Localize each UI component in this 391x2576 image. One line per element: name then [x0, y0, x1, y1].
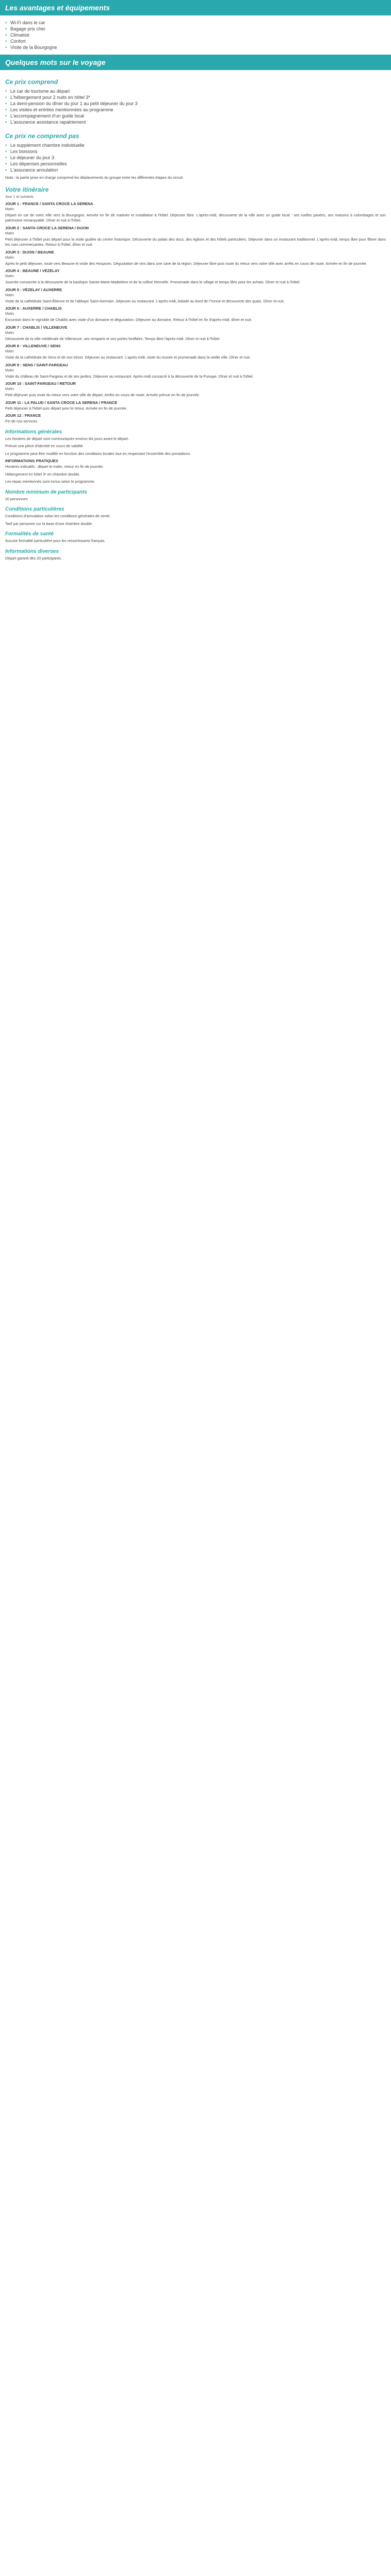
bullet-icon: • — [5, 113, 7, 118]
day-text: Découverte de la ville médiévale de Villeneuve, ses remparts et ses portes fortifiées. Temps libre l'après-midi. Dîner et nuit à l'hôtel. — [5, 336, 221, 341]
closing-days — [5, 400, 386, 425]
closing-title: JOUR 12 : FRANCE — [5, 413, 41, 418]
not-included-item-text: L'assurance annulation — [10, 167, 58, 173]
not-included-item — [5, 142, 386, 148]
info-paragraphs — [5, 436, 386, 457]
info-text: Les horaires de départ sont communiqués environ dix jours avant le départ. — [5, 436, 129, 441]
bullet-icon: • — [5, 107, 7, 112]
programme-item — [5, 88, 386, 94]
advantage-item-text: Climatisé — [10, 32, 30, 38]
programme-item-text: L'hébergement pour 2 nuits en hôtel 3* — [10, 95, 90, 100]
day-title: JOUR 8 : VILLENEUVE / SENS — [5, 344, 61, 348]
bullet-icon: • — [5, 155, 7, 160]
info-text: Prévoir une pièce d'identité en cours de validité. — [5, 444, 84, 448]
programme-list — [5, 87, 386, 127]
summary-nota: Nota : la partie prise en charge comprend les déplacements du groupe entre les différentes étapes du circuit. — [5, 175, 184, 180]
advantage-item-text: Visite de la Bourgogne — [10, 45, 57, 50]
advantages-title: Les avantages et équipements — [0, 0, 391, 15]
day-text: Visite de la cathédrale de Sens et de son trésor. Déjeuner au restaurant. L'après-midi, visite du musée et promenade dans la vieille ville. Dîner et nuit. — [5, 355, 251, 360]
day-text: Petit déjeuner à l'hôtel puis départ pour la visite guidée du centre historique. Découverte du palais des ducs, des églises et des hôtels particuliers. Déjeuner dans un restaurant traditionnel. L'après-midi, temps libre pour flâner dans les rues commerçantes. Retour à l'hôtel, dîner et nuit. — [5, 236, 386, 247]
programme-item — [5, 119, 386, 125]
bullet-icon: • — [5, 143, 7, 148]
programme-item — [5, 94, 386, 100]
bullet-icon: • — [5, 120, 7, 125]
formalities-heading: Formalités de santé — [5, 531, 54, 537]
day-subtitle: Matin — [5, 256, 14, 260]
day-title: JOUR 7 : CHABLIS / VILLENEUVE — [5, 325, 68, 330]
programme-item-text: L'accompagnement d'un guide local — [10, 113, 85, 118]
day-subtitle: Matin — [5, 293, 14, 297]
condition-text: Tarif par personne sur la base d'une chambre double. — [5, 521, 93, 526]
day-title: JOUR 9 : SENS / SAINT-FARGEAU — [5, 362, 68, 367]
day-text: Départ en car de votre ville vers la Bourgogne. Arrivée en fin de matinée et installation à l'hôtel. Déjeuner libre. L'après-midi, découverte de la ville avec un guide local : ses ruelles pavées, ses maisons à colombages et son patrimoine remarquable. Dîner et nuit à l'hôtel. — [5, 212, 386, 223]
day-title: JOUR 5 : VÉZELAY / AUXERRE — [5, 287, 62, 292]
bullet-icon: • — [5, 26, 7, 31]
bullet-icon: • — [5, 161, 7, 166]
info-text: Le programme peut être modifié en fonction des conditions locales tout en respectant l'ensemble des prestations. — [5, 451, 191, 456]
day-subtitle: Matin — [5, 350, 14, 353]
not-included-item-text: Les dépenses personnelles — [10, 161, 67, 166]
formalities-text: Aucune formalité particulière pour les ressortissants français. — [5, 538, 106, 543]
participants-value: 20 personnes — [5, 496, 28, 501]
not-included-item-text: Le supplément chambre individuelle — [10, 143, 85, 148]
practical-text: Hébergement en hôtel 3* en chambre double. — [5, 471, 80, 477]
participants-heading: Nombre minimum de participants — [5, 489, 87, 495]
day-title: JOUR 6 : AUXERRE / CHABLIS — [5, 306, 62, 311]
itinerary-subtitle: Jour 1 et suivants — [5, 195, 34, 199]
advantages-section — [0, 15, 391, 55]
programme-item-text: Les visites et entrées mentionnées au programme — [10, 107, 113, 112]
programme-item-text: L'assurance assistance rapatriement — [10, 120, 86, 125]
programme-item — [5, 100, 386, 107]
advantage-item — [5, 44, 386, 50]
itinerary-days — [5, 201, 386, 398]
not-included-heading: Ce prix ne comprend pas — [5, 132, 79, 140]
closing-title: JOUR 11 : LA PALUD / SANTA CROCE LA SERENA / FRANCE — [5, 400, 118, 405]
day-text: Journée consacrée à la découverte de la basilique Sainte-Marie-Madeleine et de la colline éternelle. Promenade dans le village et temps libre pour les achats. Dîner et nuit à l'hôtel. — [5, 280, 301, 284]
bullet-icon: • — [5, 149, 7, 154]
bullet-icon: • — [5, 167, 7, 173]
practical-text: Les repas mentionnés sont inclus selon le programme. — [5, 479, 95, 484]
day-title: JOUR 10 : SAINT-FARGEAU / RETOUR — [5, 381, 76, 386]
day-title: JOUR 1 : FRANCE / SANTA CROCE LA SERENA — [5, 201, 93, 206]
bullet-icon: • — [5, 20, 7, 25]
programme-heading: Ce prix comprend — [5, 78, 58, 86]
day-subtitle: Matin — [5, 231, 14, 235]
day-text: Excursion dans le vignoble de Chablis avec visite d'un domaine et dégustation. Déjeuner au domaine. Retour à l'hôtel en fin d'après-midi, dîner et nuit. — [5, 317, 252, 322]
advantage-item-text: Bagage prix cher — [10, 26, 46, 31]
conditions-heading: Conditions particulières — [5, 506, 64, 512]
closing-text: Fin de nos services. — [5, 419, 38, 423]
conditions-paragraphs — [5, 514, 386, 527]
day-subtitle: Matin — [5, 275, 14, 278]
day-title: JOUR 3 : DIJON / BEAUNE — [5, 249, 54, 255]
advantage-item-text: Confort — [10, 39, 26, 44]
summary-section — [0, 70, 391, 565]
day-title: JOUR 2 : SANTA CROCE LA SERENA / DIJON — [5, 225, 89, 230]
programme-item-text: Le car de tourisme au départ — [10, 89, 70, 94]
advantages-list — [5, 19, 386, 53]
programme-item — [5, 113, 386, 119]
bullet-icon: • — [5, 32, 7, 38]
closing-text: Petit déjeuner à l'hôtel puis départ pour le retour. Arrivée en fin de journée. — [5, 405, 127, 411]
practical-paragraphs — [5, 464, 386, 485]
extra-text: Départ garanti dès 20 participants. — [5, 555, 62, 561]
bullet-icon: • — [5, 45, 7, 50]
advantage-item — [5, 32, 386, 38]
day-text: Après le petit déjeuner, route vers Beaune et visite des Hospices. Dégustation de vins dans une cave de la région. Déjeuner libre puis route du retour vers votre ville avec arrêts en cours de route. Arrivée en fin de journée. — [5, 261, 367, 266]
summary-title: Quelques mots sur le voyage — [0, 55, 391, 70]
day-subtitle: Matin — [5, 387, 14, 391]
not-included-item-text: Le déjeuner du jour 3 — [10, 155, 55, 160]
advantage-item — [5, 26, 386, 32]
page — [0, 0, 391, 565]
bullet-icon: • — [5, 89, 7, 94]
not-included-item — [5, 148, 386, 155]
not-included-item — [5, 167, 386, 173]
extra-heading: Informations diverses — [5, 548, 59, 554]
day-subtitle: Matin — [5, 368, 14, 372]
info-heading: Informations générales — [5, 429, 62, 435]
day-text: Visite du château de Saint-Fargeau et de ses jardins. Déjeuner au restaurant. Après-midi consacré à la découverte de la Puisaye. Dîner et nuit à l'hôtel. — [5, 374, 254, 379]
day-subtitle: Matin — [5, 207, 14, 211]
practical-heading: INFORMATIONS PRATIQUES — [5, 459, 58, 463]
itinerary-heading: Votre itinéraire — [5, 185, 49, 193]
bullet-icon: • — [5, 95, 7, 100]
programme-item-text: La demi-pension du dîner du jour 1 au petit déjeuner du jour 3 — [10, 101, 138, 106]
not-included-list — [5, 141, 386, 175]
day-text: Petit déjeuner puis route du retour vers votre ville de départ. Arrêts en cours de route. Arrivée prévue en fin de journée. — [5, 393, 200, 397]
bullet-icon: • — [5, 39, 7, 44]
practical-text: Horaires indicatifs : départ le matin, retour en fin de journée. — [5, 464, 104, 469]
advantage-item — [5, 20, 386, 26]
bullet-icon: • — [5, 101, 7, 106]
not-included-item-text: Les boissons — [10, 149, 38, 154]
programme-item — [5, 107, 386, 113]
advantage-item — [5, 38, 386, 44]
day-text: Visite de la cathédrale Saint-Étienne et de l'abbaye Saint-Germain. Déjeuner au restaurant. L'après-midi, balade au bord de l'Yonne et découverte des quais. Dîner et nuit. — [5, 298, 285, 303]
day-subtitle: Matin — [5, 331, 14, 335]
not-included-item — [5, 161, 386, 167]
not-included-item — [5, 155, 386, 161]
advantage-item-text: Wi-Fi dans le car — [10, 20, 45, 25]
day-title: JOUR 4 : BEAUNE / VÉZELAY — [5, 268, 60, 273]
day-subtitle: Matin — [5, 312, 14, 316]
condition-text: Conditions d'annulation selon les conditions générales de vente. — [5, 514, 111, 518]
